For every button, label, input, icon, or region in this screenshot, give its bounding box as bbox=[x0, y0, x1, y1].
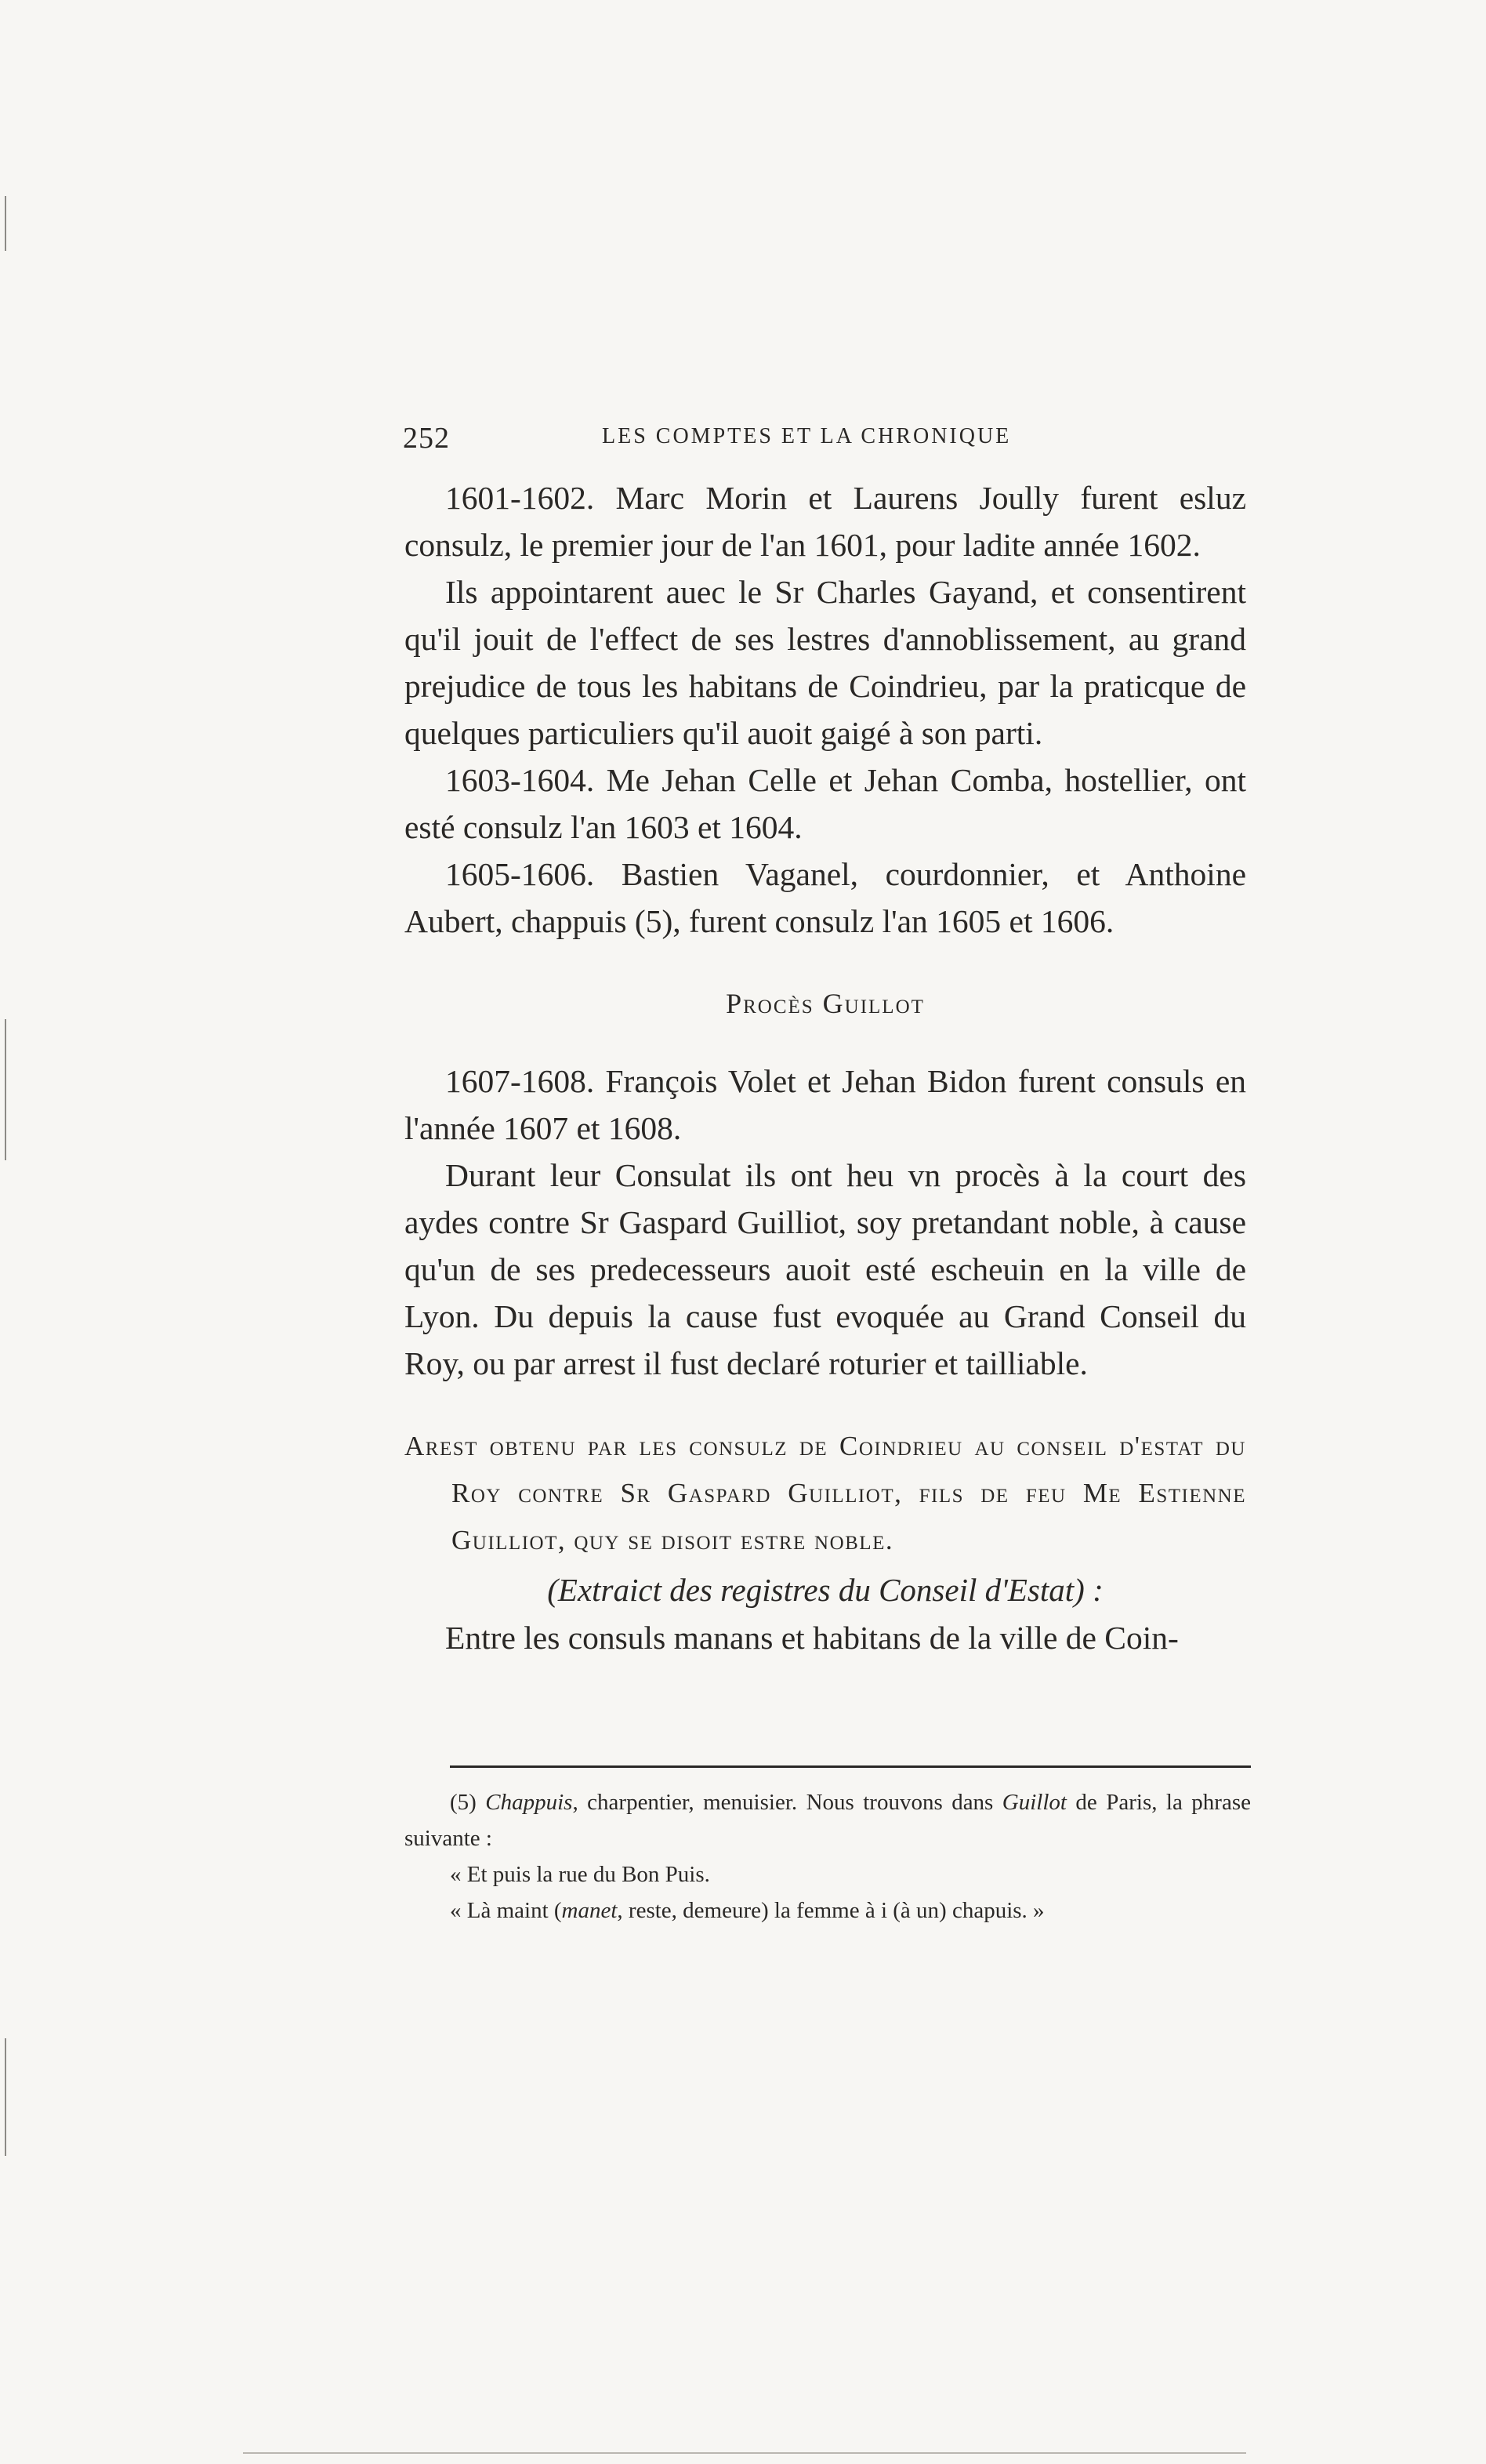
footnote-quote-2-b: , reste, demeure) la femme à i (à un) chapuis. » bbox=[617, 1898, 1045, 1923]
running-title: LES COMPTES ET LA CHRONIQUE bbox=[602, 424, 1012, 448]
margin-mark bbox=[5, 1019, 6, 1160]
footnote-quote-1: « Et puis la rue du Bon Puis. bbox=[450, 1862, 710, 1887]
page-edge-line bbox=[243, 2452, 1246, 2454]
footnote-quote-2-a: « Là maint ( bbox=[450, 1898, 562, 1923]
footnote-quote-2-term: manet bbox=[561, 1898, 618, 1923]
running-head bbox=[403, 421, 1251, 460]
footnote-quote-2 bbox=[404, 1892, 1251, 1929]
paragraph-1605: 1605-1606. Bastien Vaganel, courdonnier, et Anthoine Aubert, chappuis (5), furent consulz l'an 1605 et 1606. bbox=[404, 856, 1246, 939]
paragraph-1601: 1601-1602. Marc Morin et Laurens Joully furent esluz consulz, le premier jour de l'an 1601, pour ladite année 1602. bbox=[404, 480, 1246, 563]
paragraph-proces: Durant leur Consulat ils ont heu vn procès à la court des aydes contre Sr Gaspard Guilliot, soy pretandant noble, à cause qu'un de ses predecesseurs auoit esté escheuin en la ville de Lyon. Du depuis la cause fust evoquée au Grand Conseil du Roy, ou par arrest il fust declaré roturier et tailliable. bbox=[404, 1157, 1246, 1381]
footnote-number: (5) bbox=[450, 1790, 477, 1815]
footnote-rule bbox=[450, 1765, 1251, 1768]
footnotes bbox=[404, 1784, 1251, 1929]
footnote-source: Guillot bbox=[1002, 1790, 1067, 1815]
margin-mark bbox=[5, 196, 6, 251]
footnote-text-2: de Paris, la phrase suivante : bbox=[404, 1790, 1251, 1851]
paragraph-gayand: Ils appointarent auec le Sr Charles Gayand, et consentirent qu'il jouit de l'effect de ses lestres d'annoblissement, au grand prejudice de tous les habitans de Coindrieu, par la praticque de quelques particuliers qu'il auoit gaigé à son parti. bbox=[404, 574, 1246, 751]
section-heading: Procès Guillot bbox=[726, 988, 925, 1019]
footnote-term: Chappuis bbox=[485, 1790, 573, 1815]
footnote-5 bbox=[404, 1784, 1251, 1856]
main-text bbox=[404, 474, 1246, 1661]
paragraph-1607: 1607-1608. François Volet et Jehan Bidon furent consuls en l'année 1607 et 1608. bbox=[404, 1063, 1246, 1146]
footnote-text-1: , charpentier, menuisier. Nous trouvons dans bbox=[572, 1790, 1002, 1815]
margin-mark bbox=[5, 2038, 6, 2156]
page-number: 252 bbox=[403, 422, 450, 455]
paragraph-entre: Entre les consuls manans et habitans de la ville de Coin- bbox=[445, 1620, 1179, 1656]
arest-heading: Arest obtenu par les consulz de Coindrieu au conseil d'estat du Roy contre Sr Gaspard Guilliot, fils de feu Me Estienne Guilliot, quy se disoit estre noble. bbox=[404, 1431, 1246, 1555]
extraict-line: (Extraict des registres du Conseil d'Estat) : bbox=[547, 1572, 1104, 1608]
paragraph-1603: 1603-1604. Me Jehan Celle et Jehan Comba, hostellier, ont esté consulz l'an 1603 et 1604. bbox=[404, 762, 1246, 845]
